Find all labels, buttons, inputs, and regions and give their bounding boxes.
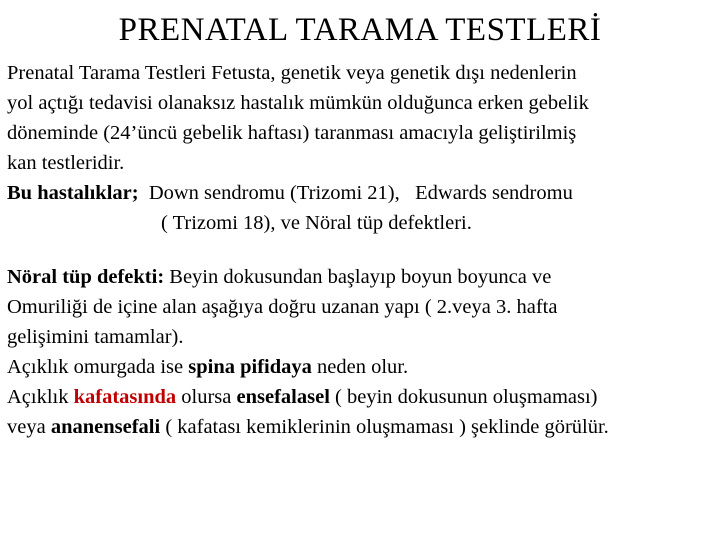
ntd-line-3: gelişimini tamamlar). bbox=[7, 326, 184, 348]
slide-body bbox=[7, 58, 713, 442]
ntd-label: Nöral tüp defekti: bbox=[7, 266, 165, 288]
intro-line-1: Prenatal Tarama Testleri Fetusta, genetik veya genetik dışı nedenlerin bbox=[7, 62, 577, 84]
ntd-line-2: Omuriliği de içine alan aşağıya doğru uzanan yapı ( 2.veya 3. hafta bbox=[7, 296, 558, 318]
anen-term: ananensefali bbox=[50, 416, 161, 438]
intro-line-2: yol açtığı tedavisi olanaksız hastalık mümkün olduğunca erken gebelik bbox=[7, 92, 589, 114]
diseases-text-1: Down sendromu (Trizomi 21), Edwards sendromu bbox=[138, 182, 573, 204]
skull-mid: olursa bbox=[176, 386, 237, 408]
spina-post: neden olur. bbox=[311, 356, 409, 378]
spina-pre: Açıklık omurgada ise bbox=[7, 356, 189, 378]
intro-line-4: kan testleridir. bbox=[7, 152, 125, 174]
skull-term: kafatasında bbox=[73, 386, 177, 408]
last-post: ( kafatası kemiklerinin oluşmaması ) şeklinde görülür. bbox=[160, 416, 609, 438]
paragraph-gap bbox=[7, 238, 713, 262]
diseases-label: Bu hastalıklar; bbox=[7, 182, 139, 204]
intro-line-3: döneminde (24’üncü gebelik haftası) taranması amacıyla geliştirilmiş bbox=[7, 122, 577, 144]
skull-pre: Açıklık bbox=[7, 386, 74, 408]
ensef-post: ( beyin dokusunun oluşmaması) bbox=[329, 386, 598, 408]
spina-line bbox=[7, 352, 713, 382]
diseases-text-2: ( Trizomi 18), ve Nöral tüp defektleri. bbox=[161, 212, 472, 234]
ntd-line-1 bbox=[7, 262, 713, 292]
last-line bbox=[7, 412, 713, 442]
page-title: PRENATAL TARAMA TESTLERİ bbox=[118, 12, 602, 48]
skull-line bbox=[7, 382, 713, 412]
diseases-line bbox=[7, 178, 713, 208]
ntd-line-1-rest: Beyin dokusundan başlayıp boyun boyunca ve bbox=[164, 266, 552, 288]
last-pre: veya bbox=[7, 416, 51, 438]
spina-term: spina pifidaya bbox=[188, 356, 312, 378]
ensef-term: ensefalasel bbox=[236, 386, 330, 408]
